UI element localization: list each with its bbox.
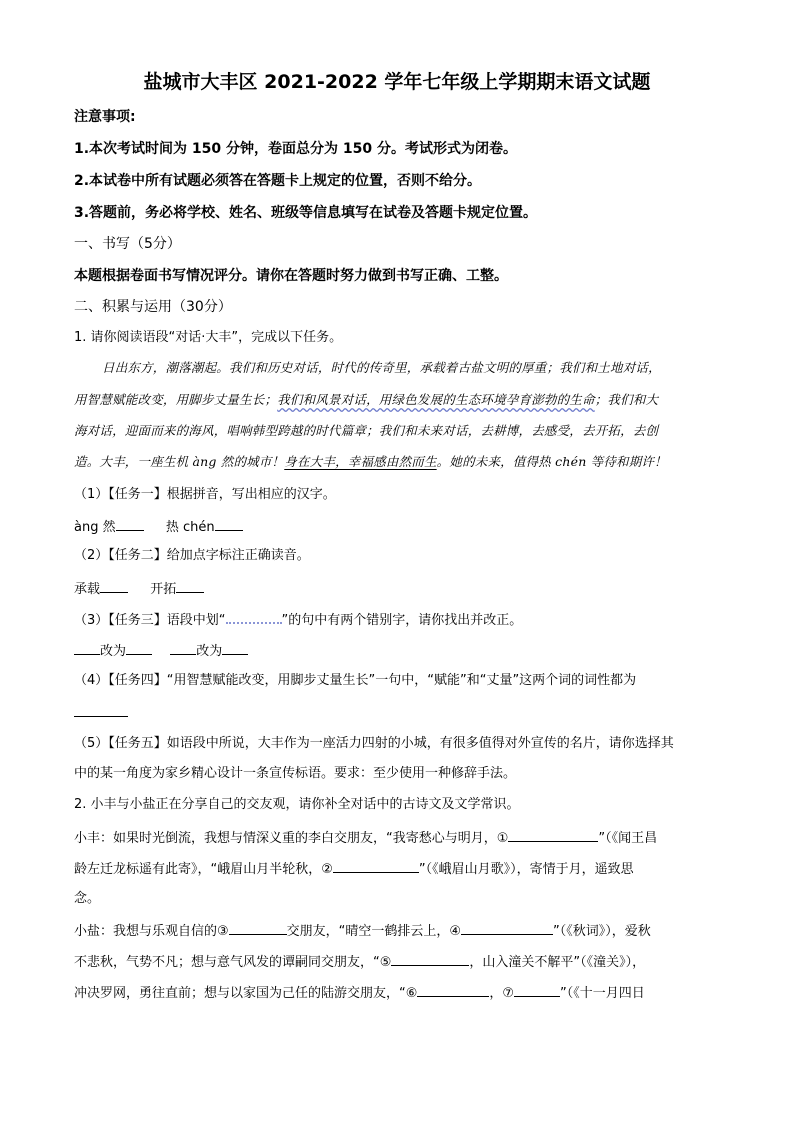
task-4-blank[interactable] [74, 702, 128, 717]
passage-line-3: 海对话，迎面而来的海风，唱响韩型跨越的时代篇章；我们和未来对话，去耕博，去感受，去开拓，去创 [74, 423, 659, 438]
task-4: （4）【任务四】“用智慧赋能改变，用脚步丈量生长”一句中，“赋能”和“丈量”这两个词的词性都为 [74, 673, 637, 688]
passage-underlined-sentence: 身在大丰，幸福感由然而生 [284, 454, 437, 469]
task-2-blank-a[interactable] [100, 578, 128, 593]
task-2: （2）【任务二】给加点字标注正确读音。 [74, 548, 310, 563]
q2-line-6 [74, 982, 724, 1004]
task-1-blank-b[interactable] [215, 516, 243, 531]
task-1-blanks [74, 516, 724, 538]
task-2-word-a: 承载 [74, 582, 101, 597]
task-2-blanks [74, 578, 724, 600]
task-3-gaiwei-2: 改为 [196, 644, 223, 659]
q2-line-2 [74, 858, 724, 880]
q2-blank-7[interactable] [514, 982, 560, 997]
task-3 [74, 608, 724, 631]
q2-line-5-text-a: 不悲秋，气势不凡；想与意气风发的谭嗣同交朋友，“⑤ [74, 955, 392, 970]
task-5-line-2: 中的某一角度为家乡精心设计一条宣传标语。要求：至少使用一种修辞手法。 [74, 766, 517, 781]
task-3-suffix: ”的句中有两个错别字，请你找出并改正。 [281, 613, 523, 628]
question-2-intro: 2. 小丰与小盐正在分享自己的交友观，请你补全对话中的古诗文及文学常识。 [74, 797, 520, 812]
task-3-wavy-sample [226, 608, 282, 624]
q2-line-5-text-b: ，山入潼关不解平”（《潼关》）， [469, 955, 646, 970]
q2-line-4 [74, 920, 724, 942]
notice-item-3: 3.答题前，务必将学校、姓名、班级等信息填写在试卷及答题卡规定位置。 [74, 205, 538, 221]
page-title: 盐城市大丰区 2021-2022 学年七年级上学期期末语文试题 [143, 71, 651, 93]
section-1-heading: 一、书写（5分） [74, 236, 181, 252]
task-3-blank-2[interactable] [126, 640, 152, 655]
passage-line-2-part-a: 用智慧赋能改变，用脚步丈量生长； [74, 392, 278, 407]
task-3-gaiwei-1: 改为 [100, 644, 127, 659]
task-1-blank-a[interactable] [116, 516, 144, 531]
passage-line-2-part-c: ；我们和大 [594, 392, 659, 407]
notice-item-1: 1.本次考试时间为 150 分钟，卷面总分为 150 分。考试形式为闭卷。 [74, 141, 518, 157]
q2-line-2-text: 龄左迁龙标遥有此寄》，“峨眉山月半轮秋，② [74, 862, 333, 877]
task-3-blank-3[interactable] [170, 640, 196, 655]
q2-line-1 [74, 827, 724, 849]
q2-line-5 [74, 951, 724, 973]
section-1-text: 本题根据卷面书写情况评分。请你在答题时努力做到书写正确、工整。 [74, 268, 508, 284]
task-3-blank-1[interactable] [74, 640, 100, 655]
passage-line-1: 日出东方，潮落潮起。我们和历史对话，时代的传奇里，承载着古盐文明的厚重；我们和土地对话， [102, 360, 661, 375]
task-3-blank-4[interactable] [222, 640, 248, 655]
q2-blank-2[interactable] [333, 858, 419, 873]
q2-line-1-source: ”（《闻王昌 [598, 831, 658, 846]
q2-line-4-text-a: 小盐：我想与乐观自信的③ [74, 924, 229, 939]
section-2-heading: 二、积累与运用（30分） [74, 299, 232, 315]
q2-blank-5[interactable] [391, 951, 469, 966]
passage-line-4-part-c: 。她的未来，值得热 chén 等待和期许！ [436, 454, 667, 469]
passage-line-4 [74, 452, 724, 472]
task-1: （1）【任务一】根据拼音，写出相应的汉字。 [74, 487, 336, 502]
q2-blank-3[interactable] [229, 920, 287, 935]
q2-blank-6[interactable] [417, 982, 489, 997]
task-2-word-b: 开拓 [150, 582, 177, 597]
q2-line-4-source: ”（《秋词》），爱秋 [553, 924, 651, 939]
notice-item-2: 2.本试卷中所有试题必须答在答题卡上规定的位置，否则不给分。 [74, 173, 482, 189]
passage-wavy-sentence: 我们和风景对话，用绿色发展的生态环境孕育澎勃的生命 [277, 392, 595, 407]
q2-line-6-text-b: ，⑦ [489, 986, 515, 1001]
task-2-blank-b[interactable] [176, 578, 204, 593]
task-4-answer [74, 702, 724, 724]
task-5-line-1: （5）【任务五】如语段中所说，大丰作为一座活力四射的小城，有很多值得对外宣传的名片，请你选择其 [74, 736, 674, 751]
task-3-blanks [74, 640, 724, 662]
q2-line-4-text-b: 交朋友，“晴空一鹤排云上，④ [286, 924, 462, 939]
task-3-prefix: （3）【任务三】语段中划“ [74, 613, 226, 628]
q2-line-3: 念。 [74, 891, 101, 906]
notice-heading: 注意事项: [74, 109, 136, 125]
q2-blank-4[interactable] [461, 920, 553, 935]
q2-line-6-text-a: 冲决罗网，勇往直前；想与以家国为己任的陆游交朋友，“⑥ [74, 986, 418, 1001]
task-1-pinyin-b: 热 chén [165, 520, 215, 535]
q2-line-6-source: ”（《十一月四日 [560, 986, 645, 1001]
q2-line-2-source: ”（《峨眉山月歌》），寄情于月，遥致思 [418, 862, 634, 877]
q2-line-1-text: 小丰：如果时光倒流，我想与情深义重的李白交朋友，“我寄愁心与明月，① [74, 831, 509, 846]
task-1-pinyin-a: àng 然 [74, 520, 116, 535]
passage-line-4-part-a: 造。大丰，一座生机 àng 然的城市！ [74, 454, 285, 469]
question-1-intro: 1. 请你阅读语段“对话·大丰”，完成以下任务。 [74, 330, 343, 345]
q2-blank-1[interactable] [508, 827, 598, 842]
passage-line-2 [74, 390, 724, 410]
